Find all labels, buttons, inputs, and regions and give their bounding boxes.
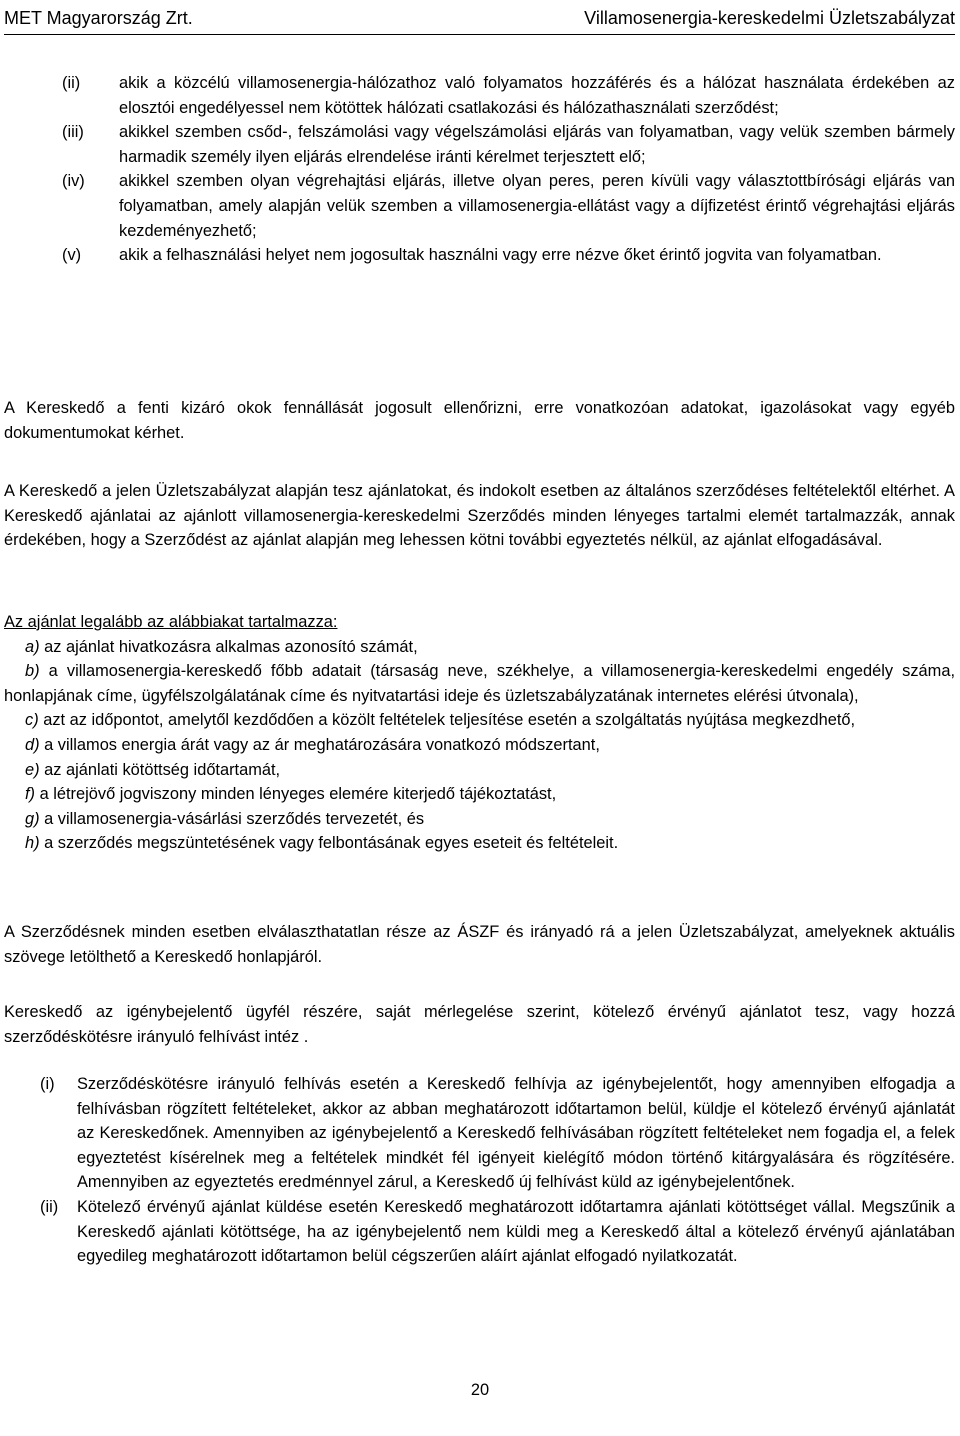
list-item	[4, 243, 955, 268]
offer-contents-section	[4, 610, 955, 856]
offer-item	[4, 758, 955, 783]
list-item-text: akik a közcélú villamosenergia-hálózathoz való folyamatos hozzáférés és a hálózat használata érdekében az elosztói engedélyessel nem kötöttek hálózati csatlakozási és hálózathasználati szerződést;	[119, 74, 955, 117]
list-item-text: akikkel szemben olyan végrehajtási eljárás, illetve olyan peres, peren kívüli vagy választottbírósági eljárás van folyamatban, amely alapján velük szemben a villamosenergia-ellátást vagy a díjfizetést érintő végrehajtási eljárás kezdeményezhető;	[119, 172, 955, 240]
list-item-text: akikkel szemben csőd-, felszámolási vagy végelszámolási eljárás van folyamatban, vagy velük szemben bármely harmadik személy ilyen eljárás elrendelése iránti kérelmet terjesztett elő;	[119, 123, 955, 166]
page-number: 20	[470, 1381, 490, 1399]
paragraph-verification: A Kereskedő a fenti kizáró okok fennállását jogosult ellenőrizni, erre vonatkozóan adatokat, igazolásokat vagy egyéb dokumentumokat kérhet.	[4, 399, 955, 442]
list-item	[4, 1195, 955, 1269]
list-item-text: Kötelező érvényű ajánlat küldése esetén Kereskedő meghatározott időtartamra ajánlati kötöttséget vállal. Megszűnik a Kereskedő ajánlati kötöttsége, ha az igénybejelentő nem küldi meg a Kereskedő által a kötelező érvényű ajánlatában egyedileg meghatározott időtartamon belül cégszerűen aláírt ajánlat elfogadó nyilatkozatát.	[77, 1197, 955, 1266]
list-item-label: (ii)	[40, 1197, 59, 1216]
offer-item-text: azt az időpontot, amelytől kezdődően a közölt feltételek teljesítése esetén a szolgáltatás nyújtása megkezdhető,	[38, 711, 856, 730]
offer-item-text: az ajánlat hivatkozásra alkalmas azonosító számát,	[39, 637, 418, 656]
offer-item-letter: a)	[25, 637, 40, 656]
offer-item-text: a villamosenergia-kereskedő főbb adatait (társaság neve, székhelye, a villamosenergia-kereskedelmi engedély száma, honlapjának címe, ügyfélszolgálatának címe és nyitvatartási ideje és üzletszabályzatának internetes elérési útvonala),	[4, 662, 955, 705]
paragraph-aszf: A Szerződésnek minden esetben elválaszthatatlan része az ÁSZF és irányadó rá a jelen Üzletszabályzat, amelyeknek aktuális szövege letölthető a Kereskedő honlapjáról.	[4, 923, 955, 966]
offer-item-letter: c)	[25, 711, 39, 730]
offer-item-text: a villamos energia árát vagy az ár meghatározására vonatkozó módszertant,	[39, 735, 600, 754]
list-item	[4, 1072, 955, 1195]
header-company: MET Magyarország Zrt.	[4, 8, 193, 28]
offer-item-text: a szerződés megszüntetésének vagy felbontásának egyes eseteit és feltételeit.	[39, 834, 619, 853]
offer-item-letter: f)	[25, 785, 36, 804]
exclusion-list	[4, 71, 955, 268]
offer-contents-heading: Az ajánlat legalább az alábbiakat tartalmazza:	[4, 613, 338, 631]
offer-item-letter: h)	[25, 834, 40, 853]
offer-item-text: az ajánlati kötöttség időtartamát,	[39, 760, 281, 779]
list-item-label: (iii)	[62, 123, 84, 142]
offer-item	[4, 782, 955, 807]
list-item	[4, 120, 955, 169]
list-item-label: (iv)	[62, 172, 85, 191]
list-item-label: (ii)	[62, 74, 81, 92]
offer-item	[4, 635, 955, 660]
offer-item	[4, 659, 955, 708]
offer-item-letter: g)	[25, 809, 40, 828]
list-item-label: (i)	[40, 1075, 55, 1093]
offer-item	[4, 733, 955, 758]
paragraph-offers: A Kereskedő a jelen Üzletszabályzat alapján tesz ajánlatokat, és indokolt esetben az általános szerződéses feltételektől eltérhet. A Kereskedő ajánlatai az ajánlott villamosenergia-kereskedelmi Szerződés minden lényeges tartalmi elemét tartalmazzák, annak érdekében, hogy a Szerződést az ajánlat alapján meg lehessen kötni további egyeztetés nélkül, az ajánlat elfogadásával.	[4, 482, 955, 550]
page-header	[4, 4, 955, 35]
list-item	[4, 71, 955, 120]
offer-item	[4, 831, 955, 856]
offer-item-text: a villamosenergia-vásárlási szerződés tervezetét, és	[39, 809, 425, 828]
offer-item-letter: d)	[25, 735, 40, 754]
offer-item	[4, 708, 955, 733]
procedure-list	[4, 1072, 955, 1269]
offer-item-letter: b)	[25, 662, 40, 681]
list-item-text: Szerződéskötésre irányuló felhívás esetén a Kereskedő felhívja az igénybejelentőt, hogy amennyiben elfogadja a felhívásban rögzített feltételeket, akkor az abban meghatározott időtartamon belül, küldje el kötelező érvényű ajánlatát az Kereskedőnek. Amennyiben az igénybejelentő a Kereskedő felhívásában rögzített feltételeket nem fogadja el, a felek egyeztetést kísérelnek meg a feltételek mindkét fél igényeit kielégítő módon történő kitárgyalására és rögzítésére. Amennyiben az egyeztetés eredménnyel zárul, a Kereskedő új felhívást küld az igénybejelentőnek.	[77, 1075, 955, 1192]
list-item-label: (v)	[62, 246, 82, 265]
list-item-text: akik a felhasználási helyet nem jogosultak használni vagy erre nézve őket érintő jogvita van folyamatban.	[119, 246, 882, 265]
header-doc-title: Villamosenergia-kereskedelmi Üzletszabályzat	[584, 8, 955, 28]
offer-item	[4, 807, 955, 832]
offer-item-letter: e)	[25, 760, 40, 779]
offer-item-text: a létrejövő jogviszony minden lényeges elemére kiterjedő tájékoztatást,	[35, 785, 557, 804]
list-item	[4, 169, 955, 243]
paragraph-binding-offer: Kereskedő az igénybejelentő ügyfél részére, saját mérlegelése szerint, kötelező érvényű ajánlatot tesz, vagy hozzá szerződéskötésre irányuló felhívást intéz .	[4, 1003, 955, 1046]
